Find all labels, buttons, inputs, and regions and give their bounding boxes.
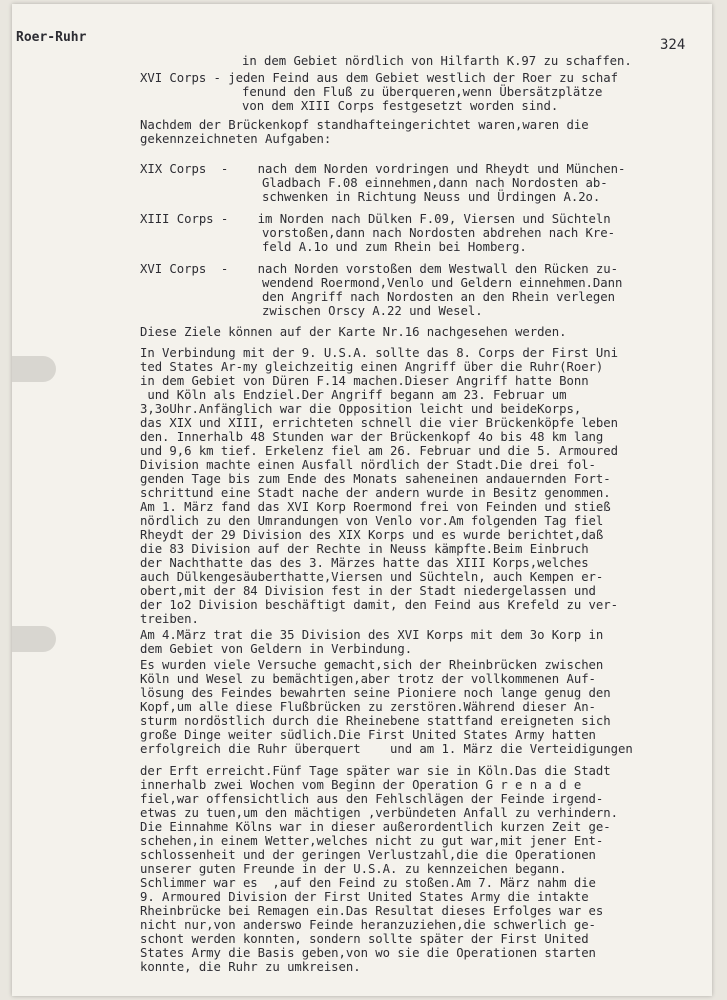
text-line: 9. Armoured Division der First United States Army die intakte [140,890,589,904]
text-line: zwischen Orscy A.22 und Wesel. [262,304,483,318]
text-line: gekennzeichneten Aufgaben: [140,132,332,146]
text-line: unserer guten Freunde in der U.S.A. zu kennzeichen begann. [140,862,567,876]
text-line: XVI Corps - jeden Feind aus dem Gebiet westlich der Roer zu schaf [140,71,618,85]
text-line: Die Einnahme Kölns war in dieser außerordentlich kurzen Zeit ge- [140,820,611,834]
text-line: der Erft erreicht.Fünf Tage später war sie in Köln.Das die Stadt [140,764,611,778]
text-line: In Verbindung mit der 9. U.S.A. sollte das 8. Corps der First Uni [140,346,618,360]
text-line: und 9,6 km tief. Erkelenz fiel am 26. Februar und die 5. Armoured [140,444,618,458]
text-line: der 1o2 Division beschäftigt damit, den Feind aus Krefeld zu ver- [140,598,618,612]
text-line: in dem Gebiet nördlich von Hilfarth K.97 zu schaffen. [242,54,632,68]
text-line: erfolgreich die Ruhr überquert und am 1. März die Verteidigungen [140,742,633,756]
text-line: feld A.1o und zum Rhein bei Homberg. [262,240,527,254]
text-line: treiben. [140,612,199,626]
text-line: Rheydt der 29 Division des XIX Korps und es wurde berichtet,daß [140,528,604,542]
text-line: Rheinbrücke bei Remagen ein.Das Resultat dieses Erfolges war es [140,904,604,918]
text-line: sturm nordöstlich durch die Rheinebene stattfand ereigneten sich [140,714,611,728]
text-line: dem Gebiet von Geldern in Verbindung. [140,642,413,656]
text-line: States Army die Basis geben,von wo sie die Operationen starten [140,946,596,960]
text-line: große Dinge weiter südlich.Die First United States Army hatten [140,728,596,742]
text-line: vorstoßen,dann nach Nordosten abdrehen nach Kre- [262,226,615,240]
text-line: Division machte einen Ausfall nördlich der Stadt.Die drei fol- [140,458,596,472]
section-title: Roer-Ruhr [16,30,87,45]
text-line: XVI Corps - nach Norden vorstoßen dem Westwall den Rücken zu- [140,262,618,276]
text-line: Kopf,um alle diese Flußbrücken zu zerstören.Während dieser An- [140,700,596,714]
text-line: Nachdem der Brückenkopf standhafteingerichtet waren,waren die [140,118,589,132]
text-line: den. Innerhalb 48 Stunden war der Brückenkopf 4o bis 48 km lang [140,430,604,444]
text-line: konnte, die Ruhr zu umkreisen. [140,960,361,974]
text-line: nicht nur,von anderswo Feinde heranzuziehen,die schwerlich ge- [140,918,596,932]
text-line: und Köln als Endziel.Der Angriff begann am 23. Februar um [140,388,567,402]
text-line: XIII Corps - im Norden nach Dülken F.09, Viersen und Süchteln [140,212,611,226]
text-line: schont werden konnten, sondern sollte später der First United [140,932,589,946]
text-line: fenund den Fluß zu überqueren,wenn Übersätzplätze [242,85,603,99]
text-line: die 83 Division auf der Rechte in Neuss kämpfte.Beim Einbruch [140,542,589,556]
punch-hole [12,356,56,382]
text-line: XIX Corps - nach dem Norden vordringen und Rheydt und München- [140,162,626,176]
text-line: 3,3oUhr.Anfänglich war die Opposition leicht und beideKorps, [140,402,582,416]
text-line: Am 1. März fand das XVI Korp Roermond frei von Feinden und stieß [140,500,611,514]
text-line: lösung des Feindes bewahrten seine Pioniere noch lange genug den [140,686,611,700]
text-line: ted States Ar-my gleichzeitig einen Angriff über die Ruhr(Roer) [140,360,604,374]
text-line: Köln und Wesel zu bemächtigen,aber trotz der vollkommenen Auf- [140,672,596,686]
text-line: von dem XIII Corps festgesetzt worden sind. [242,99,559,113]
text-line: der Nachthatte das des 3. Märzes hatte das XIII Korps,welches [140,556,589,570]
text-line: fiel,war offensichtlich aus den Fehlschlägen der Feinde irgend- [140,792,604,806]
text-line: nördlich zu den Umrandungen von Venlo vor.Am folgenden Tag fiel [140,514,604,528]
text-line: Es wurden viele Versuche gemacht,sich der Rheinbrücken zwischen [140,658,604,672]
text-line: schehen,in einem Wetter,welches nicht zu gut war,mit jener Ent- [140,834,604,848]
text-line: schrittund eine Stadt nache der andern wurde in Besitz genommen. [140,486,611,500]
text-line: Schlimmer war es ,auf den Feind zu stoßen.Am 7. März nahm die [140,876,596,890]
punch-hole [12,626,56,652]
text-line: das XIX und XIII, errichteten schnell die vier Brückenköpfe leben [140,416,618,430]
text-line: wendend Roermond,Venlo und Geldern einnehmen.Dann [262,276,623,290]
text-line: obert,mit der 84 Division fest in der Stadt niedergelassen und [140,584,596,598]
text-line: schwenken in Richtung Neuss und Ürdingen A.2o. [262,190,601,204]
text-line: innerhalb zwei Wochen vom Beginn der Operation G r e n a d e [140,778,582,792]
text-line: Diese Ziele können auf der Karte Nr.16 nachgesehen werden. [140,325,567,339]
text-line: genden Tage bis zum Ende des Monats saheneinen andauernden Fort- [140,472,611,486]
text-line: Am 4.März trat die 35 Division des XVI Korps mit dem 3o Korp in [140,628,604,642]
text-line: den Angriff nach Nordosten an den Rhein verlegen [262,290,615,304]
document-page [12,4,712,996]
text-line: in dem Gebiet von Düren F.14 machen.Dieser Angriff hatte Bonn [140,374,589,388]
text-line: Gladbach F.08 einnehmen,dann nach Nordosten ab- [262,176,608,190]
text-line: schlossenheit und der geringen Verlustzahl,die die Operationen [140,848,596,862]
text-line: auch Dülkengesäuberthatte,Viersen und Süchteln, auch Kempen er- [140,570,604,584]
text-line: etwas zu tuen,um den mächtigen ,verbündeten Anfall zu verhindern. [140,806,618,820]
page-number: 324 [660,37,686,53]
